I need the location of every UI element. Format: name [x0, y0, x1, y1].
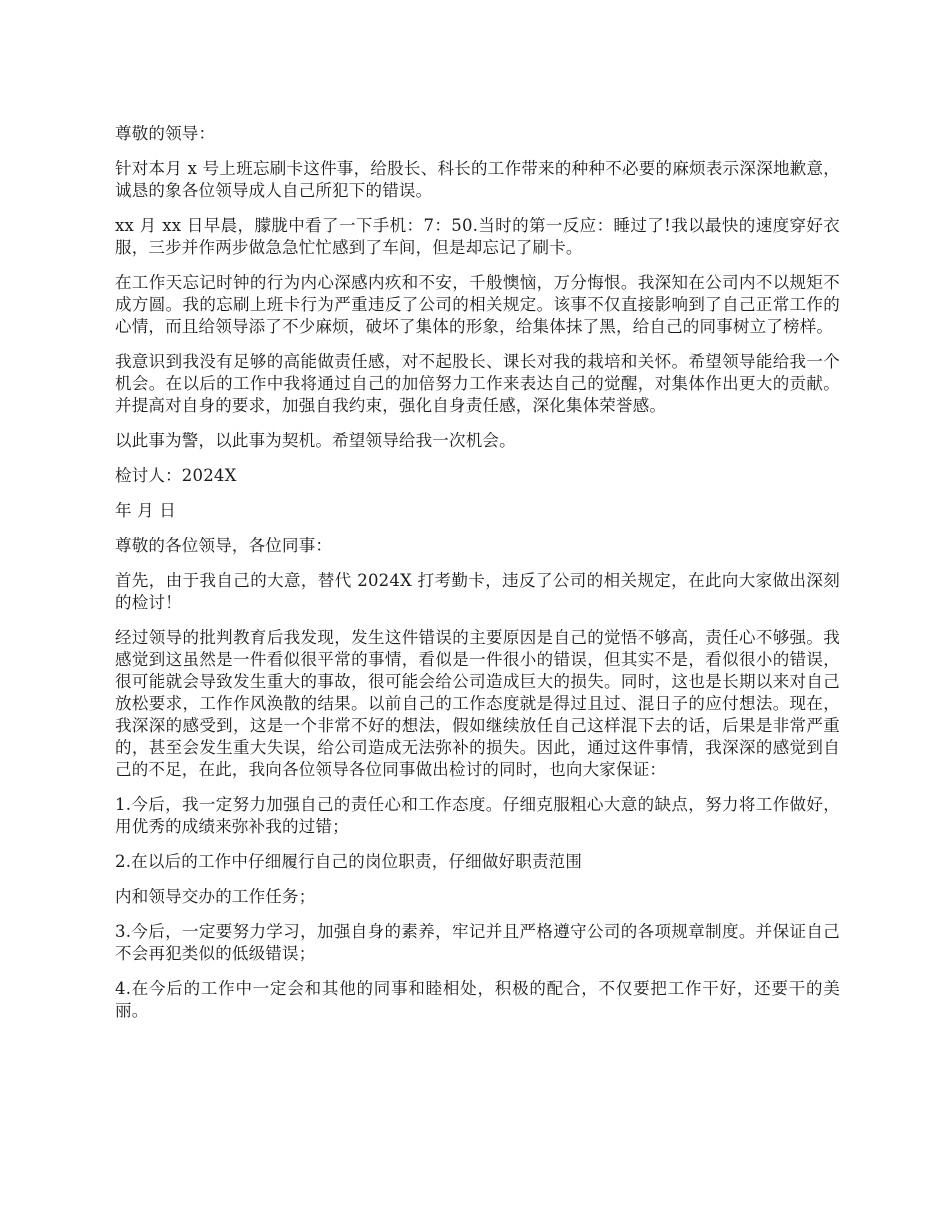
paragraph: xx 月 xx 日早晨，朦胧中看了一下手机：7：50.当时的第一反应：睡过了!我以最快的速度穿好衣服，三步并作两步做急急忙忙感到了车间，但是却忘记了刷卡。	[115, 216, 840, 257]
list-item-continuation: 内和领导交办的工作任务；	[115, 887, 316, 906]
paragraph: 首先，由于我自己的大意，替代 2024X 打考勤卡，违反了公司的相关规定，在此向大家做出深刻的检讨！	[115, 571, 840, 612]
paragraph: 以此事为警，以此事为契机。希望领导给我一次机会。	[115, 431, 516, 450]
list-item: 1.今后，我一定努力加强自己的责任心和工作态度。仔细克服粗心大意的缺点，努力将工作做好，用优秀的成绩来弥补我的过错；	[115, 795, 840, 836]
date-line: 年 月 日	[115, 501, 176, 520]
paragraph: 经过领导的批判教育后我发现，发生这件错误的主要原因是自己的觉悟不够高，责任心不够强。我感觉到这虽然是一件看似很平常的事情，看似是一件很小的错误，但其实不是，看似很小的错误，很可能就会导致发生重大的事故，很可能会给公司造成巨大的损失。同时，这也是长期以来对自己放松要求，工作作风涣散的结果。以前自己的工作态度就是得过且过、混日子的应付想法。现在，我深深的感受到，这是一个非常不好的想法，假如继续放任自己这样混下去的话，后果是非常严重的，甚至会发生重大失误，给公司造成无法弥补的损失。因此，通过这件事情，我深深的感觉到自己的不足，在此，我向各位领导各位同事做出检讨的同时，也向大家保证：	[115, 628, 840, 779]
paragraph: 我意识到我没有足够的高能做责任感，对不起股长、课长对我的栽培和关怀。希望领导能给我一个机会。在以后的工作中我将通过自己的加倍努力工作来表达自己的觉醒，对集体作出更大的贡献。并提高对自身的要求，加强自我约束，强化自身责任感，深化集体荣誉感。	[115, 352, 840, 415]
signature-line: 检讨人：2024X	[115, 466, 237, 485]
paragraph: 在工作天忘记时钟的行为内心深感内疚和不安，千般懊恼，万分悔恨。我深知在公司内不以规矩不成方圆。我的忘刷上班卡行为严重违反了公司的相关规定。该事不仅直接影响到了自己正常工作的心情，而且给领导添了不少麻烦，破坏了集体的形象，给集体抹了黑，给自己的同事树立了榜样。	[115, 273, 840, 336]
document-body	[115, 123, 840, 1035]
list-item: 4.在今后的工作中一定会和其他的同事和睦相处，积极的配合，不仅要把工作干好，还要干的美丽。	[115, 979, 840, 1020]
list-item: 2.在以后的工作中仔细履行自己的岗位职责，仔细做好职责范围	[115, 852, 583, 871]
salutation-1: 尊敬的领导：	[115, 124, 216, 143]
salutation-2: 尊敬的各位领导，各位同事：	[115, 536, 333, 555]
list-item: 3.今后，一定要努力学习，加强自身的素养，牢记并且严格遵守公司的各项规章制度。并保证自己不会再犯类似的低级错误；	[115, 922, 840, 963]
paragraph: 针对本月 x 号上班忘刷卡这件事，给股长、科长的工作带来的种种不必要的麻烦表示深深地歉意，诚恳的象各位领导成人自己所犯下的错误。	[115, 159, 840, 200]
